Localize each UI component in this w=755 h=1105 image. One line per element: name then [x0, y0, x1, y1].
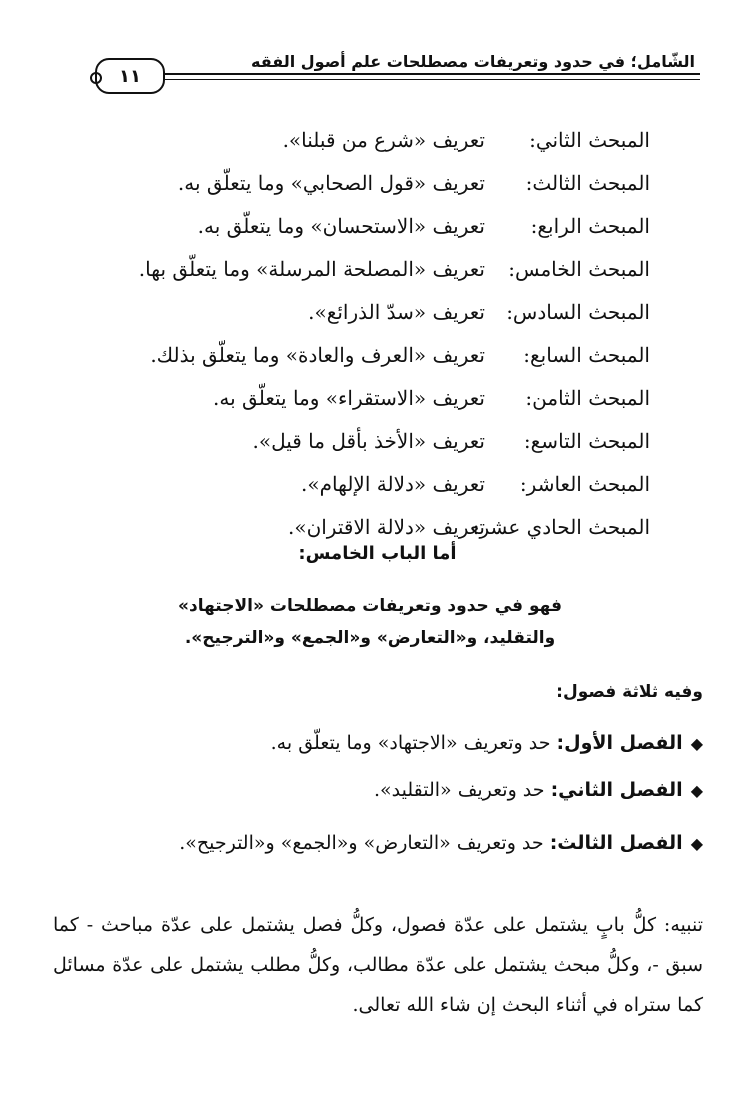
mabhath-definition: تعريف «الاستقراء» وما يتعلّق به.	[213, 385, 485, 410]
list-item	[90, 505, 650, 548]
chapter-item	[103, 779, 703, 801]
chapter-name: الفصل الأول:	[556, 732, 683, 754]
page-header	[95, 48, 700, 98]
mabhath-label: المبحث السادس:	[506, 299, 650, 324]
chapter-item	[103, 824, 703, 863]
mabhath-definition: تعريف «الاستحسان» وما يتعلّق به.	[197, 213, 485, 238]
mabhath-definition: تعريف «شرع من قبلنا».	[282, 127, 485, 152]
page-number: ١١	[95, 58, 165, 94]
list-item	[90, 290, 650, 333]
note-paragraph: تنبيه: كلُّ بابٍ يشتمل على عدّة فصول، وكلُّ فصل يشتمل على عدّة مباحث - كما سبق -، وكلُّ مبحث يشتمل على عدّة مطالب، وكلُّ مطلب يشتمل على عدّة مسائل كما ستراه في أثناء البحث إن شاء الله تعالى.	[53, 914, 703, 1016]
mabhath-label: المبحث الثامن:	[525, 385, 650, 410]
mabhath-definition: تعريف «دلالة الاقتران».	[287, 514, 485, 539]
diamond-bullet-icon: ◆	[690, 781, 703, 800]
mabhath-definition: تعريف «المصلحة المرسلة» وما يتعلّق بها.	[138, 256, 485, 281]
mabhath-label: المبحث الثالث:	[525, 170, 650, 195]
mabhath-definition: تعريف «الأخذ بأقل ما قيل».	[252, 428, 485, 453]
list-item	[90, 247, 650, 290]
list-item	[90, 419, 650, 462]
section-heading: أما الباب الخامس:	[298, 543, 457, 564]
mabhath-label: المبحث الرابع:	[530, 213, 650, 238]
mabhath-definition: تعريف «العرف والعادة» وما يتعلّق بذلك.	[150, 342, 485, 367]
chapter-name: الفصل الثاني:	[550, 779, 683, 801]
list-item	[90, 333, 650, 376]
list-item	[90, 204, 650, 247]
mabhath-label: المبحث الثاني:	[529, 127, 650, 152]
chapter-text: حد وتعريف «الاجتهاد» وما يتعلّق به.	[270, 732, 551, 754]
list-item	[90, 161, 650, 204]
mabhath-label: المبحث التاسع:	[523, 428, 650, 453]
chapter-item	[103, 732, 703, 754]
mabhath-definition: تعريف «سدّ الذرائع».	[308, 299, 485, 324]
mabhath-definition: تعريف «دلالة الإلهام».	[301, 471, 485, 496]
mabhath-label: المبحث السابع:	[523, 342, 650, 367]
mabahith-list	[90, 118, 650, 548]
chapter-name: الفصل الثالث:	[549, 832, 683, 854]
list-item	[90, 118, 650, 161]
list-item	[90, 462, 650, 505]
section-description	[120, 590, 620, 654]
diamond-bullet-icon: ◆	[690, 734, 703, 753]
running-title: الشّامل؛ في حدود وتعريفات مصطلحات علم أصول الفقه	[251, 52, 695, 71]
mabhath-label: المبحث الحادي عشر:	[472, 514, 650, 539]
mabhath-label: المبحث العاشر:	[519, 471, 650, 496]
mabhath-definition: تعريف «قول الصحابي» وما يتعلّق به.	[177, 170, 485, 195]
section-description-line-2: والتقليد، و«التعارض» و«الجمع» و«الترجيح».	[184, 628, 556, 648]
mabhath-label: المبحث الخامس:	[508, 256, 650, 281]
list-item	[90, 376, 650, 419]
header-rule-thin	[165, 79, 700, 80]
chapter-text: حد وتعريف «التعارض» و«الجمع» و«الترجيح».	[179, 832, 544, 854]
chapter-text: حد وتعريف «التقليد».	[373, 779, 545, 801]
chapters-intro: وفيه ثلاثة فصول:	[556, 682, 703, 702]
header-rule	[165, 73, 700, 75]
section-description-line-1: فهو في حدود وتعريفات مصطلحات «الاجتهاد»	[178, 596, 562, 616]
diamond-bullet-icon: ◆	[690, 834, 703, 853]
